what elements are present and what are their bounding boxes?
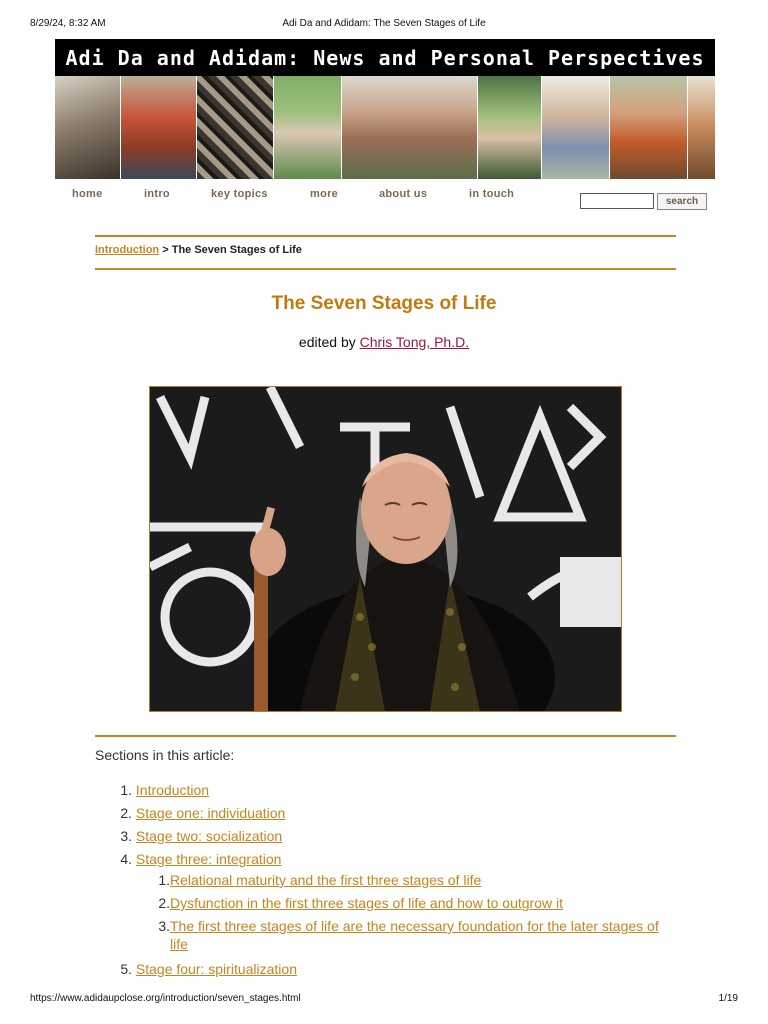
breadcrumb — [95, 244, 302, 256]
photo-strip — [55, 76, 715, 179]
print-title: Adi Da and Adidam: The Seven Stages of Life — [282, 18, 486, 29]
banner-photo — [55, 76, 121, 179]
toc-subitem: 2.Dysfunction in the first three stages of life and how to outgrow it — [158, 895, 563, 911]
page-title: The Seven Stages of Life — [271, 293, 497, 314]
toc-link-stage-one[interactable]: Stage one: individuation — [135, 805, 286, 821]
print-page-number: 1/19 — [718, 993, 738, 1004]
divider — [95, 735, 676, 737]
toc-link-dysfunction[interactable]: Dysfunction in the first three stages of life and how to outgrow it — [170, 895, 563, 911]
toc-link-necessary-foundation[interactable]: The first three stages of life are the necessary foundation for the later stages of life — [170, 918, 659, 952]
banner-photo — [478, 76, 542, 179]
byline-prefix: edited by — [298, 334, 356, 350]
toc-item: 1. Introduction — [120, 782, 210, 798]
toc-item: 2. Stage one: individuation — [120, 805, 286, 821]
toc-item: 5. Stage four: spiritualization — [120, 961, 297, 977]
search-input[interactable] — [580, 193, 654, 209]
toc-link-stage-three[interactable]: Stage three: integration — [135, 851, 282, 867]
toc-link-introduction[interactable]: Introduction — [135, 782, 210, 798]
hero-portrait-image — [149, 386, 622, 712]
divider — [95, 235, 676, 237]
print-url: https://www.adidaupclose.org/introduction/seven_stages.html — [30, 993, 301, 1004]
breadcrumb-current: The Seven Stages of Life — [171, 244, 302, 256]
toc-link-stage-two[interactable]: Stage two: socialization — [135, 828, 283, 844]
nav-key-topics[interactable]: key topics — [211, 188, 268, 200]
breadcrumb-introduction-link[interactable]: Introduction — [95, 244, 160, 256]
toc-item: 4. Stage three: integration 1.Relational maturity and the first three stages of life 2.Dysfunction in the first three stages of life and how to outgrow it 3.The first three stages of life are the necessary foundation for the later stages of life — [95, 848, 695, 953]
author-link[interactable]: Chris Tong, Ph.D. — [359, 334, 470, 350]
banner-photo — [197, 76, 275, 179]
nav-intro[interactable]: intro — [144, 188, 170, 200]
banner-photo — [610, 76, 688, 179]
banner-photo — [342, 76, 478, 179]
toc-item: 3. Stage two: socialization — [120, 828, 283, 844]
banner-photo — [688, 76, 715, 179]
sections-label: Sections in this article: — [95, 747, 235, 763]
byline — [0, 334, 768, 350]
toc-subitem: 3.The first three stages of life are the necessary foundation for the later stages of life — [158, 918, 659, 952]
divider — [95, 268, 676, 270]
portrait-illustration — [150, 387, 621, 711]
toc-subitem: 1.Relational maturity and the first three stages of life — [158, 872, 482, 888]
search-button[interactable]: search — [657, 193, 707, 210]
site-banner: Adi Da and Adidam: News and Personal Perspectives — [55, 39, 715, 76]
toc-link-stage-four[interactable]: Stage four: spiritualization — [135, 961, 297, 977]
banner-photo — [274, 76, 342, 179]
nav-in-touch[interactable]: in touch — [469, 188, 515, 200]
nav-about-us[interactable]: about us — [379, 188, 428, 200]
toc-sublist — [95, 871, 695, 953]
banner-photo — [121, 76, 197, 179]
nav-home[interactable]: home — [72, 188, 103, 200]
table-of-contents — [95, 779, 695, 981]
print-date: 8/29/24, 8:32 AM — [30, 18, 106, 29]
toc-link-relational-maturity[interactable]: Relational maturity and the first three stages of life — [170, 872, 482, 888]
breadcrumb-separator: > — [162, 244, 169, 256]
nav-more[interactable]: more — [310, 188, 339, 200]
banner-photo — [542, 76, 610, 179]
